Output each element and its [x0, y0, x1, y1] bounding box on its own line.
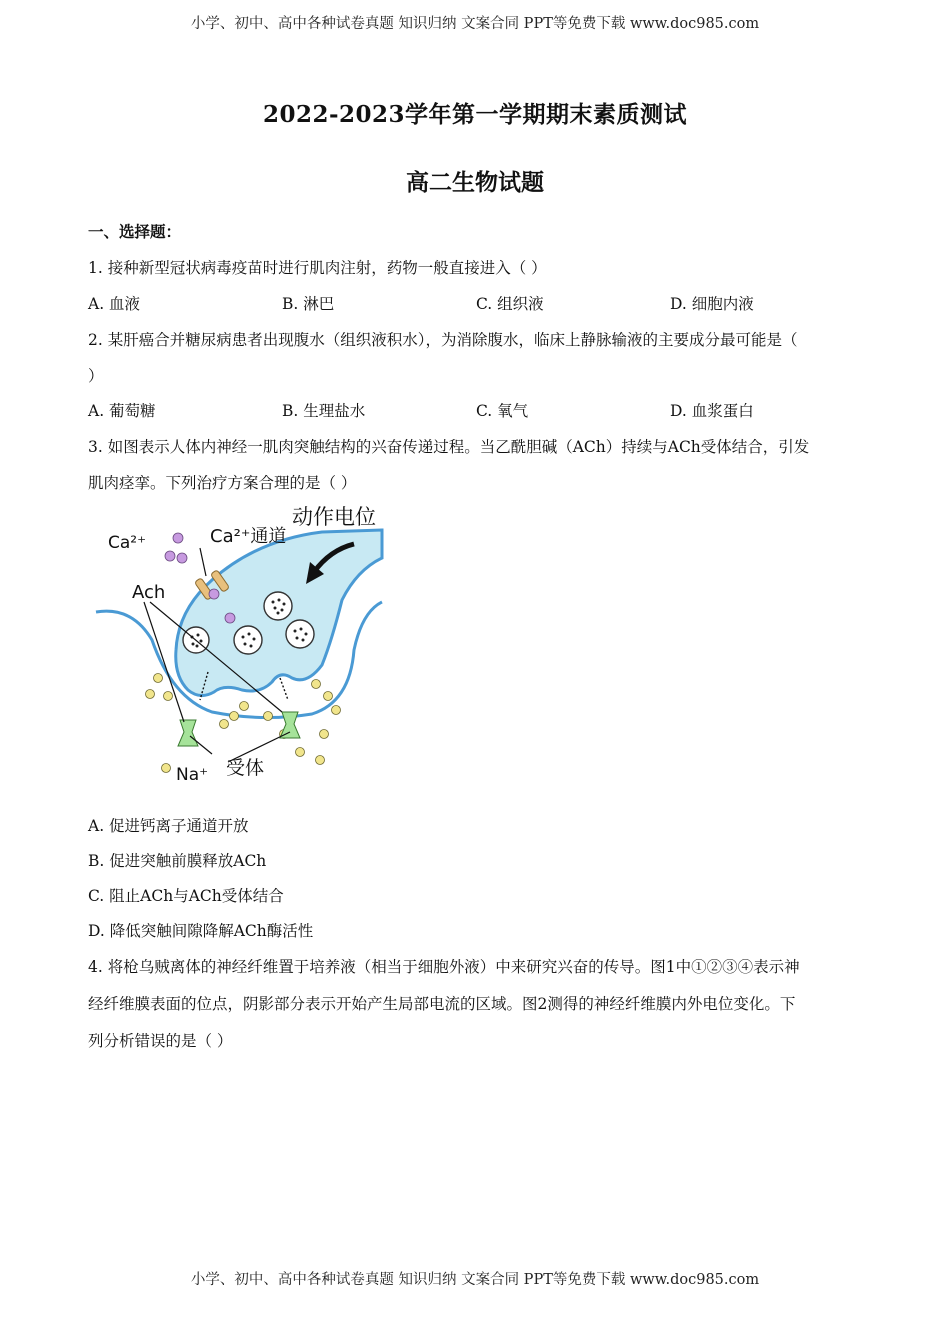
page-header: 小学、初中、高中各种试卷真题 知识归纳 文案合同 PPT等免费下载 www.doc985.com — [190, 16, 760, 32]
label-action-potential: 动作电位 — [292, 505, 376, 529]
question-4-line-2: 经纤维膜表面的位点，阴影部分表示开始产生局部电流的区域。图2测得的神经纤维膜内外电位变化。下 — [88, 995, 796, 1013]
q3-option-d: D. 降低突触间隙降解ACh酶活性 — [88, 922, 314, 940]
q2-option-d: D. 血浆蛋白 — [670, 402, 754, 420]
question-3-stem-line-2: 肌肉痉挛。下列治疗方案合理的是（ ） — [88, 474, 357, 492]
label-ca-channel: Ca²⁺通道 — [210, 526, 287, 547]
label-ach: Ach — [132, 582, 166, 603]
q3-option-b: B. 促进突触前膜释放ACh — [88, 852, 267, 870]
page-footer: 小学、初中、高中各种试卷真题 知识归纳 文案合同 PPT等免费下载 www.doc985.com — [190, 1272, 760, 1288]
q2-option-a: A. 葡萄糖 — [88, 402, 156, 420]
q1-option-c: C. 组织液 — [476, 295, 544, 313]
question-4-line-1: 4. 将枪乌贼离体的神经纤维置于培养液（相当于细胞外液）中来研究兴奋的传导。图1中①②③④表示神 — [88, 958, 800, 976]
label-ca-ion: Ca²⁺ — [108, 533, 147, 553]
section-heading: 一、选择题： — [88, 222, 182, 241]
question-4-line-3: 列分析错误的是（ ） — [88, 1032, 233, 1050]
q1-option-d: D. 细胞内液 — [670, 295, 754, 313]
q2-option-c: C. 氧气 — [476, 402, 529, 420]
label-receptor: 受体 — [226, 757, 265, 779]
question-3-stem-line-1: 3. 如图表示人体内神经一肌肉突触结构的兴奋传递过程。当乙酰胆碱（ACh）持续与ACh受体结合，引发 — [88, 438, 810, 456]
q3-option-c: C. 阻止ACh与ACh受体结合 — [88, 887, 284, 905]
exam-title: 2022-2023学年第一学期期末素质测试 — [262, 101, 688, 128]
question-1-stem: 1. 接种新型冠状病毒疫苗时进行肌肉注射，药物一般直接进入（ ） — [88, 259, 547, 277]
exam-subtitle: 高二生物试题 — [406, 169, 544, 196]
question-2-stem-line-2: ） — [88, 367, 104, 385]
synapse-figure — [92, 500, 392, 790]
q2-option-b: B. 生理盐水 — [282, 402, 366, 420]
q1-option-b: B. 淋巴 — [282, 295, 335, 313]
q1-option-a: A. 血液 — [88, 295, 141, 313]
label-na-ion: Na⁺ — [176, 765, 209, 785]
question-2-stem-line-1: 2. 某肝癌合并糖尿病患者出现腹水（组织液积水），为消除腹水，临床上静脉输液的主要成分最可能是（ — [88, 331, 798, 349]
q3-option-a: A. 促进钙离子通道开放 — [88, 817, 249, 835]
